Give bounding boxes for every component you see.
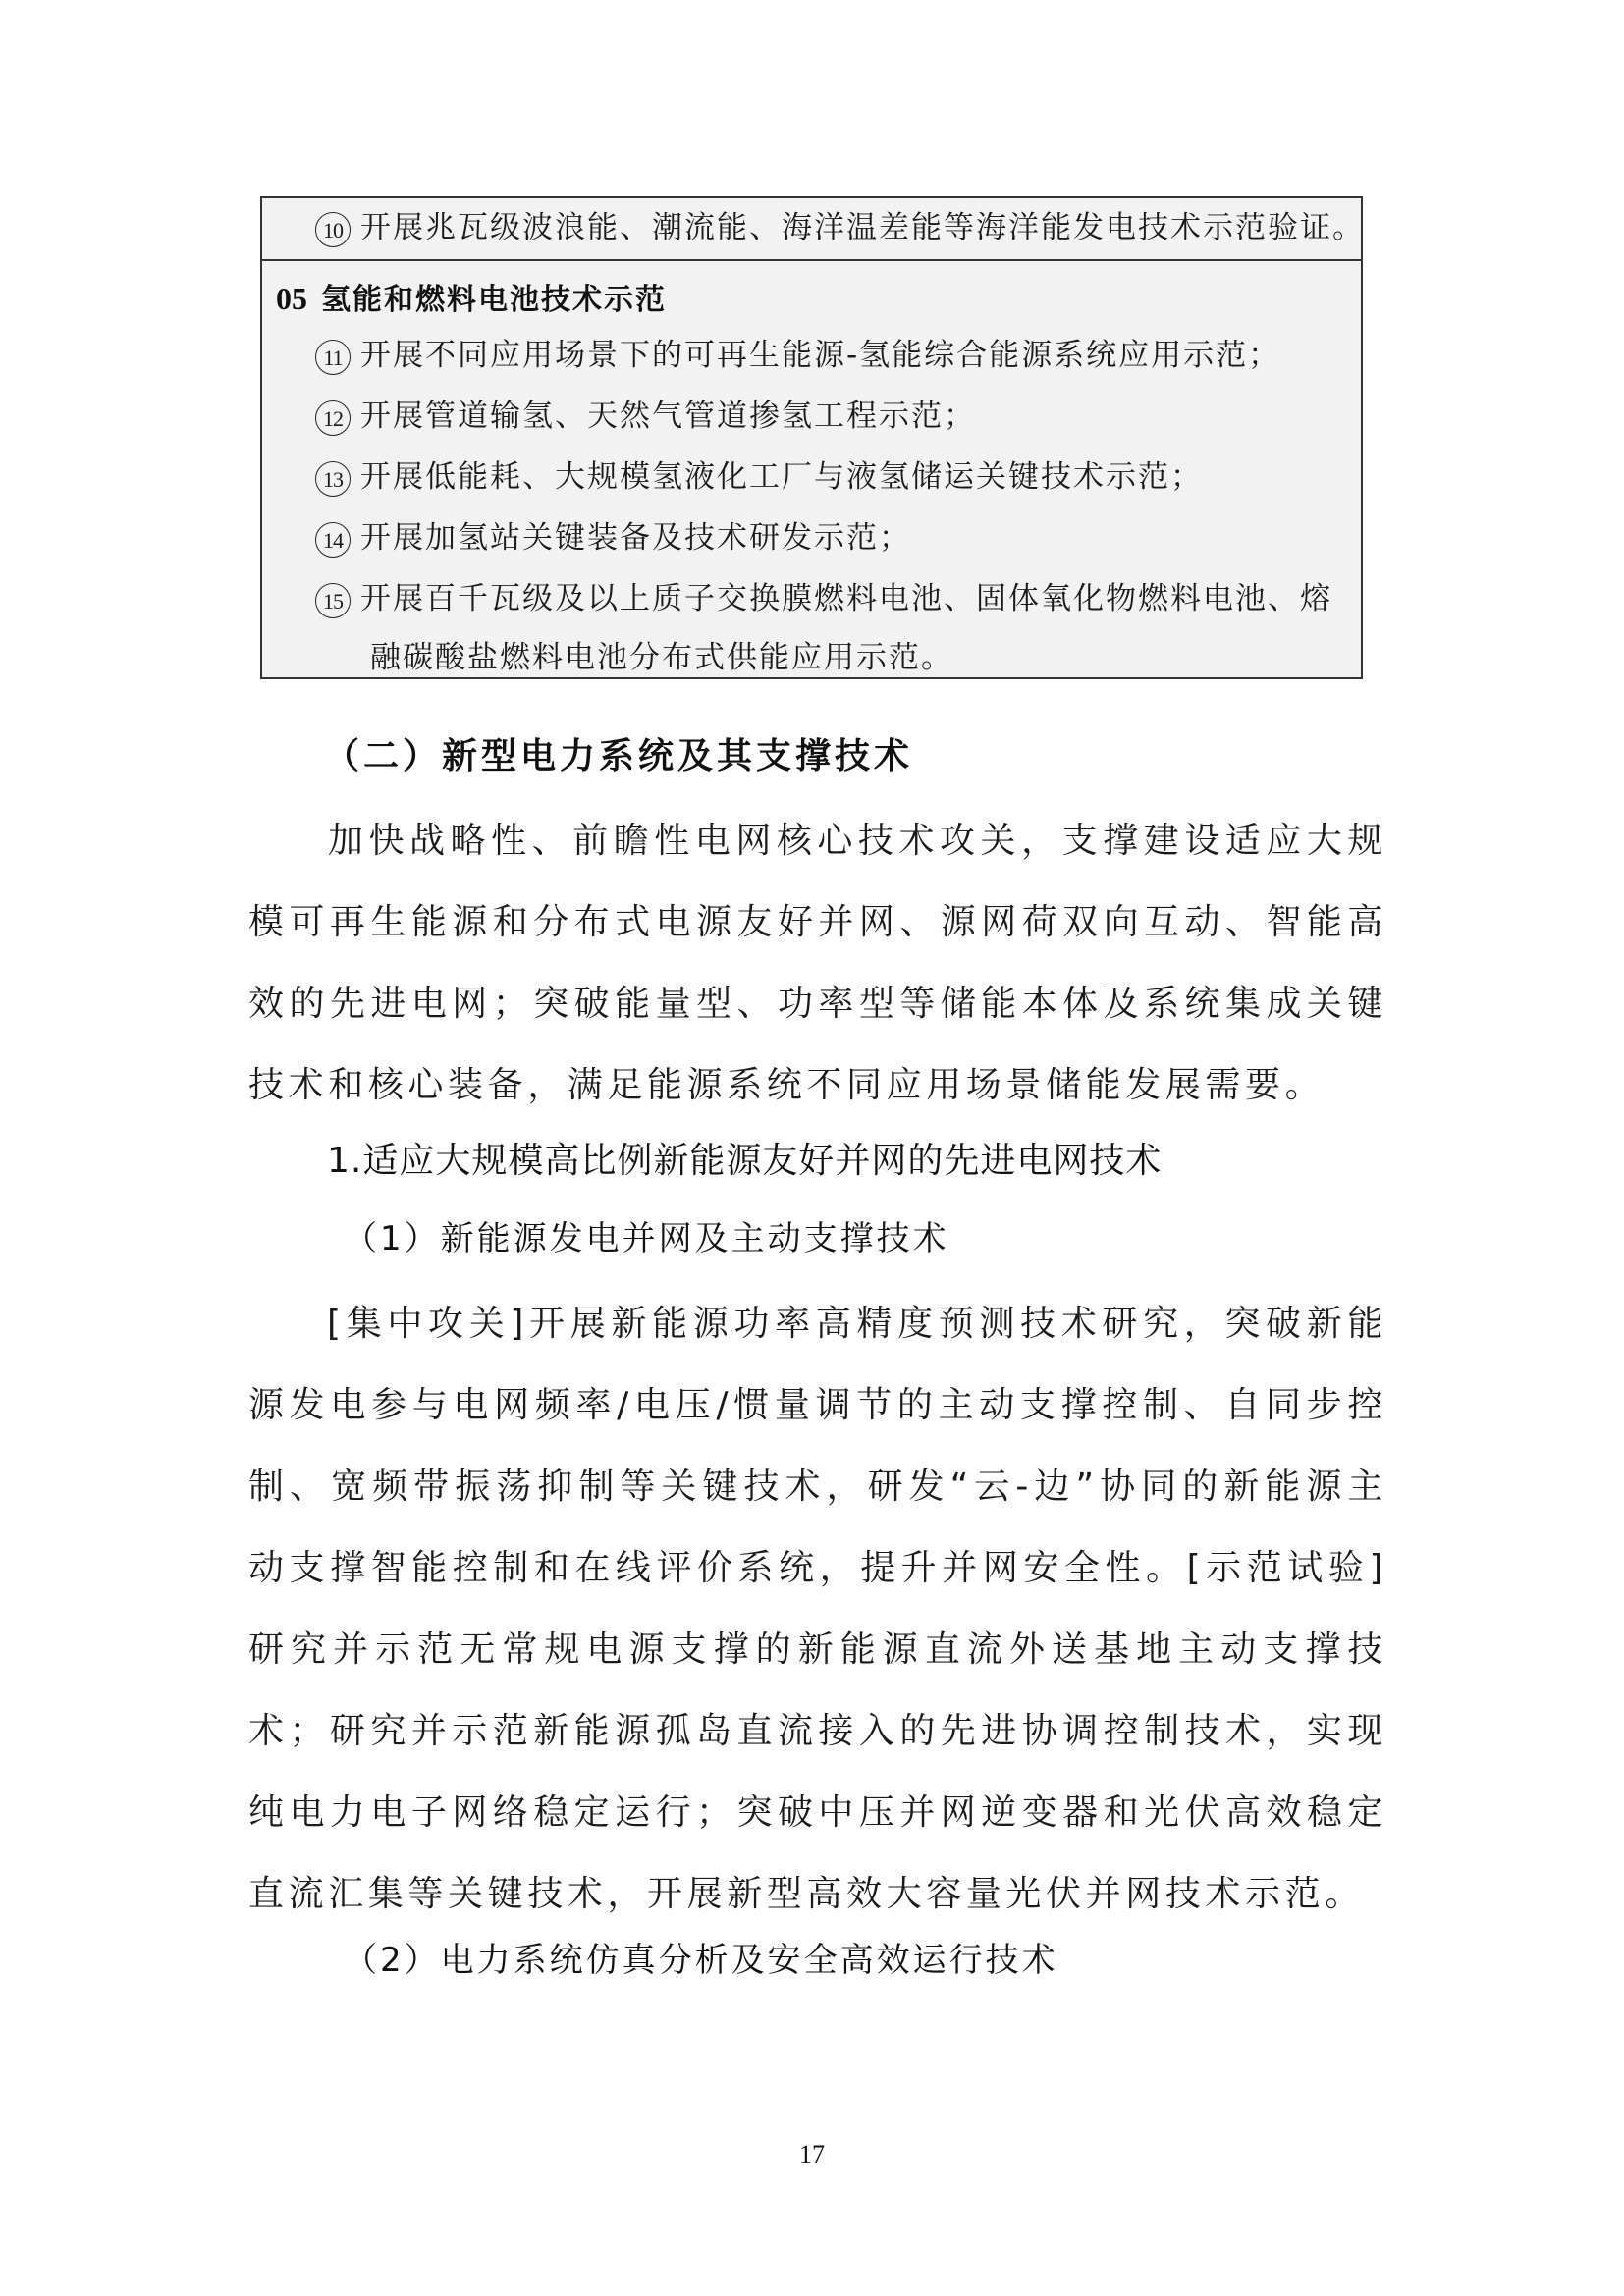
subsection-heading: 1.适应大规模高比例新能源友好并网的先进电网技术 [327,1141,1163,1181]
box-item-14: 14 开展加氢站关键装备及技术研发示范； [315,518,911,558]
topic-1-heading: （1）新能源发电并网及主动支撑技术 [344,1219,949,1258]
box-item-10: 10 开展兆瓦级波浪能、潮流能、海洋温差能等海洋能发电技术示范验证。 [315,208,1365,247]
circled-number: 15 [315,583,351,618]
box-item-15-continuation: 融碳酸盐燃料电池分布式供能应用示范。 [370,640,953,675]
box-section-title: 05 氢能和燃料电池技术示范 [276,281,667,317]
circled-number: 13 [315,461,351,497]
circled-number: 10 [315,212,351,247]
intro-paragraph: 加快战略性、前瞻性电网核心技术攻关，支撑建设适应大规模可再生能源和分布式电源友好并网、源网荷双向互动、智能高效的先进电网；突破能量型、功率型等储能本体及系统集成关键技术和核心装备，满足能源系统不同应用场景储能发展需要。 [248,821,1387,1105]
topic-1-paragraph: [集中攻关]开展新能源功率高精度预测技术研究，突破新能源发电参与电网频率/电压/惯量调节的主动支撑控制、自同步控制、宽频带振荡抑制等关键技术，研发“云-边”协同的新能源主动支撑智能控制和在线评价系统，提升并网安全性。[示范试验]研究并示范无常规电源支撑的新能源直流外送基地主动支撑技术；研究并示范新能源孤岛直流接入的先进协调控制技术，实现纯电力电子网络稳定运行；突破中压并网逆变器和光伏高效稳定直流汇集等关键技术，开展新型高效大容量光伏并网技术示范。 [248,1304,1387,1914]
box-item-11: 11 开展不同应用场景下的可再生能源-氢能综合能源系统应用示范； [315,336,1280,375]
box-top-row [262,198,1365,261]
circled-number: 11 [315,340,351,375]
circled-number: 12 [315,400,351,436]
box-item-15: 15 开展百千瓦级及以上质子交换膜燃料电池、固体氧化物燃料电池、熔 [315,579,1332,618]
circled-number: 14 [315,522,351,558]
page-number: 17 [799,2140,825,2168]
box-item-13: 13 开展低能耗、大规模氢液化工厂与液氢储运关键技术示范； [315,457,1203,497]
box-item-12: 12 开展管道输氢、天然气管道掺氢工程示范； [315,397,976,436]
topic-2-heading: （2）电力系统仿真分析及安全高效运行技术 [344,1941,1058,1980]
demonstration-box [260,196,1363,679]
section-heading: （二）新型电力系统及其支撑技术 [324,735,914,776]
